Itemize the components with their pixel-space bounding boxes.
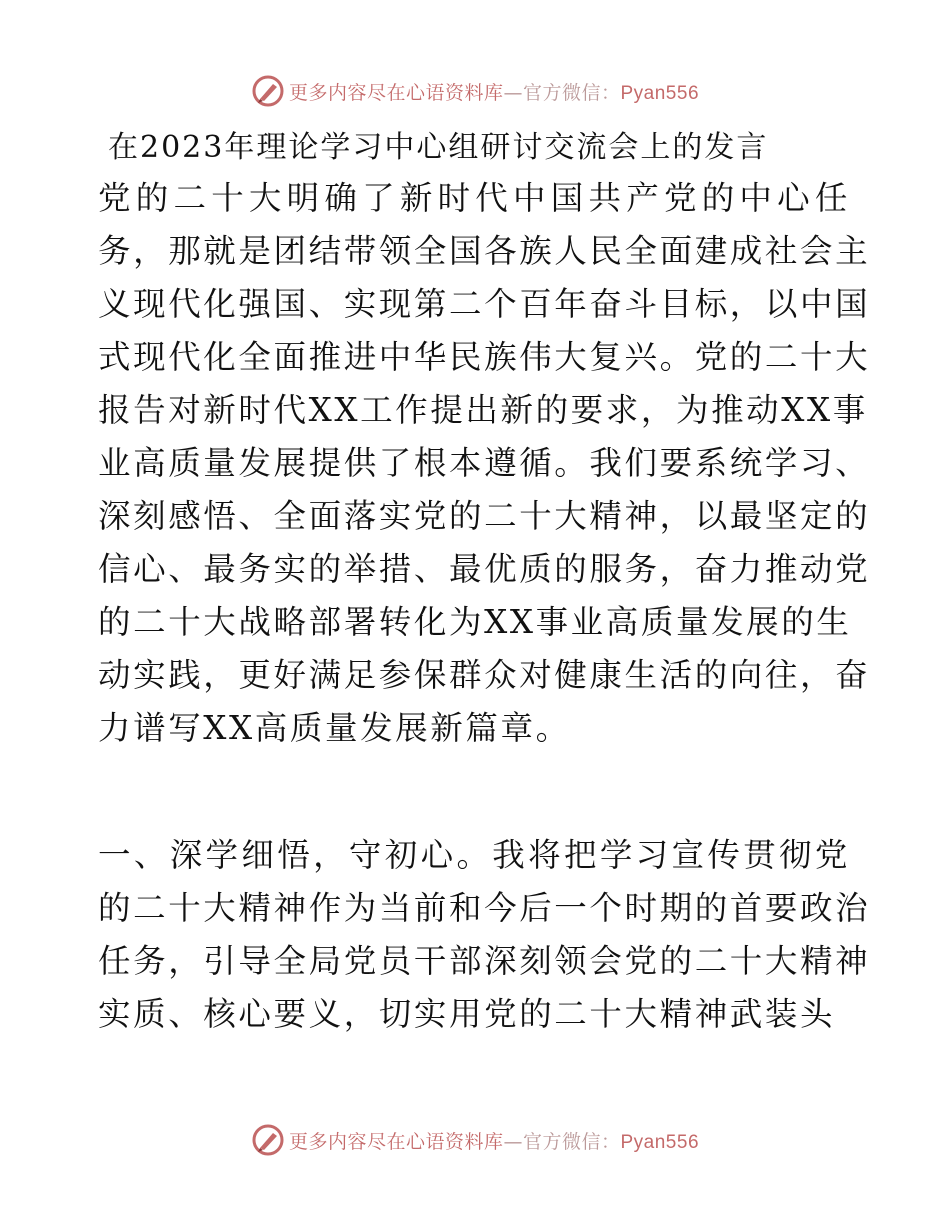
paragraph-section-one [98, 829, 871, 1041]
watermark-separator: —官方微信： [503, 81, 621, 104]
watermark-slogan: 更多内容尽在心语资料库 [288, 1130, 504, 1153]
watermark-wechat-id: Pyan556 [620, 82, 700, 104]
text-line: 信心、最务实的举措、最优质的服务，奋力推动党 [98, 550, 871, 588]
text-line: 务，那就是团结带领全国各族人民全面建成社会主 [98, 232, 871, 270]
text-line: 力谱写XX高质量发展新篇章。 [98, 709, 571, 747]
text-line: 实质、核心要义，切实用党的二十大精神武装头 [98, 995, 836, 1033]
text-line: 义现代化强国、实现第二个百年奋斗目标，以中国 [98, 285, 871, 323]
watermark-header [0, 73, 950, 109]
watermark-wechat-id: Pyan556 [620, 1131, 700, 1153]
pen-logo-icon [251, 74, 285, 108]
text-line: 的二十大精神作为当前和今后一个时期的首要政治 [98, 889, 871, 927]
text-line: 动实践，更好满足参保群众对健康生活的向往，奋 [98, 656, 871, 694]
text-line: 式现代化全面推进中华民族伟大复兴。党的二十大 [98, 338, 871, 376]
text-line: 业高质量发展提供了根本遵循。我们要系统学习、 [98, 444, 871, 482]
text-line: 任务，引导全局党员干部深刻领会党的二十大精神 [98, 942, 871, 980]
pen-logo-icon [251, 1123, 285, 1157]
watermark-footer [0, 1122, 950, 1158]
watermark-text [289, 78, 699, 105]
watermark-slogan: 更多内容尽在心语资料库 [288, 81, 504, 104]
paragraph-intro [98, 172, 871, 755]
text-line: 党的二十大明确了新时代中国共产党的中心任 [98, 179, 850, 217]
text-line: 的二十大战略部署转化为XX事业高质量发展的生 [98, 603, 852, 641]
text-line: 一、深学细悟，守初心。我将把学习宣传贯彻党 [98, 836, 850, 874]
text-line: 深刻感悟、全面落实党的二十大精神，以最坚定的 [98, 497, 871, 535]
watermark-text [289, 1127, 699, 1154]
watermark-separator: —官方微信： [503, 1130, 621, 1153]
text-line: 报告对新时代XX工作提出新的要求，为推动XX事 [98, 391, 868, 429]
document-title: 在2023年理论学习中心组研讨交流会上的发言 [108, 130, 769, 165]
